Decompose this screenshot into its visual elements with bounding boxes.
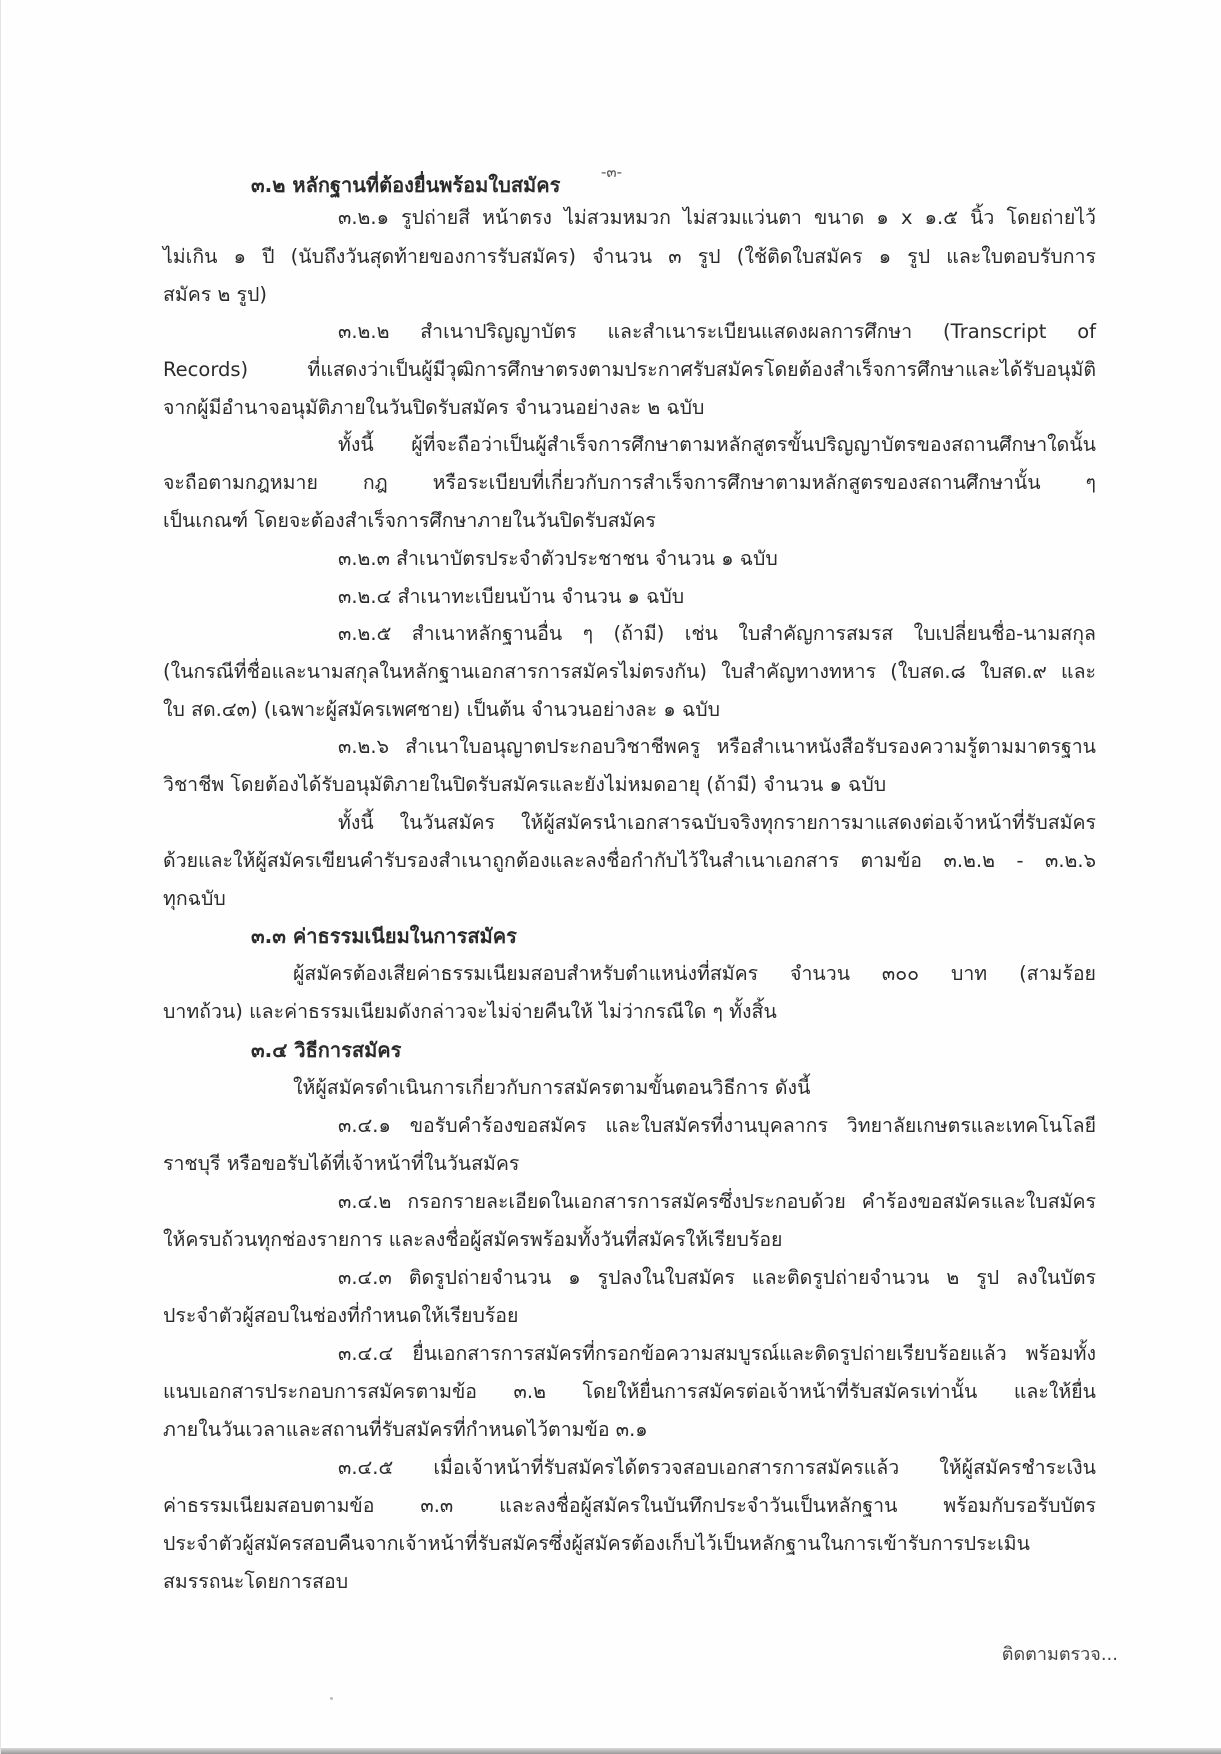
paragraph-line: ๓.๔.๔ ยื่นเอกสารการสมัครที่กรอกข้อความสมบูรณ์และติดรูปถ่ายเรียบร้อยแล้ว พร้อมทั้ง	[338, 1342, 1096, 1365]
paragraph-line: ๓.๒.๔ สำเนาทะเบียนบ้าน จำนวน ๑ ฉบับ	[338, 585, 685, 608]
paragraph-line: จะถือตามกฎหมาย กฎ หรือระเบียบที่เกี่ยวกับการสำเร็จการศึกษาตามหลักสูตรของสถานศึกษานั้น ๆ	[163, 471, 1096, 494]
section-3-3-heading: ๓.๓ ค่าธรรมเนียมในการสมัคร	[251, 924, 517, 948]
section-3-2-heading: ๓.๒ หลักฐานที่ต้องยื่นพร้อมใบสมัคร	[251, 173, 561, 197]
paragraph-line: ๓.๔.๕ เมื่อเจ้าหน้าที่รับสมัครได้ตรวจสอบเอกสารการสมัครแล้ว ให้ผู้สมัครชำระเงิน	[338, 1456, 1096, 1479]
paragraph-line: บาทถ้วน) และค่าธรรมเนียมดังกล่าวจะไม่จ่ายคืนให้ ไม่ว่ากรณีใด ๆ ทั้งสิ้น	[163, 1000, 777, 1023]
paragraph-line: วิชาชีพ โดยต้องได้รับอนุมัติภายในปิดรับสมัครและยังไม่หมดอายุ (ถ้ามี) จำนวน ๑ ฉบับ	[163, 773, 887, 796]
paragraph-line: ใบ สด.๔๓) (เฉพาะผู้สมัครเพศชาย) เป็นต้น จำนวนอย่างละ ๑ ฉบับ	[163, 698, 720, 721]
paragraph-line: ๓.๔.๑ ขอรับคำร้องขอสมัคร และใบสมัครที่งานบุคลากร วิทยาลัยเกษตรและเทคโนโลยี	[338, 1114, 1096, 1137]
paragraph-line: ไม่เกิน ๑ ปี (นับถึงวันสุดท้ายของการรับสมัคร) จำนวน ๓ รูป (ใช้ติดใบสมัคร ๑ รูป และใบตอบรับการ	[163, 245, 1096, 268]
paragraph-line: ๓.๒.๓ สำเนาบัตรประจำตัวประชาชน จำนวน ๑ ฉบับ	[338, 547, 778, 570]
paragraph-line: ๓.๒.๕ สำเนาหลักฐานอื่น ๆ (ถ้ามี) เช่น ใบสำคัญการสมรส ใบเปลี่ยนชื่อ-นามสกุล	[338, 622, 1096, 645]
paragraph-line: ให้ครบถ้วนทุกช่องรายการ และลงชื่อผู้สมัครพร้อมทั้งวันที่สมัครให้เรียบร้อย	[163, 1228, 783, 1251]
paragraph-line: ภายในวันเวลาและสถานที่รับสมัครที่กำหนดไว้ตามข้อ ๓.๑	[163, 1418, 648, 1441]
paragraph-line: ทั้งนี้ ในวันสมัคร ให้ผู้สมัครนำเอกสารฉบับจริงทุกรายการมาแสดงต่อเจ้าหน้าที่รับสมัคร	[338, 811, 1096, 834]
paragraph-line: ๓.๒.๑ รูปถ่ายสี หน้าตรง ไม่สวมหมวก ไม่สวมแว่นตา ขนาด ๑ x ๑.๕ นิ้ว โดยถ่ายไว้	[338, 206, 1096, 229]
paragraph-line: สมัคร ๒ รูป)	[163, 283, 267, 306]
paragraph-line: เป็นเกณฑ์ โดยจะต้องสำเร็จการศึกษาภายในวันปิดรับสมัคร	[163, 509, 656, 532]
paragraph-line: ๓.๔.๓ ติดรูปถ่ายจำนวน ๑ รูปลงในใบสมัคร และติดรูปถ่ายจำนวน ๒ รูป ลงในบัตร	[338, 1266, 1096, 1289]
scan-speck	[330, 1697, 333, 1700]
paragraph-line: ราชบุรี หรือขอรับได้ที่เจ้าหน้าที่ในวันสมัคร	[163, 1152, 520, 1175]
continued-footer: ติดตามตรวจ...	[1001, 1644, 1118, 1665]
paragraph-line: ผู้สมัครต้องเสียค่าธรรมเนียมสอบสำหรับตำแหน่งที่สมัคร จำนวน ๓๐๐ บาท (สามร้อย	[293, 962, 1096, 985]
paragraph-line: จากผู้มีอำนาจอนุมัติภายในวันปิดรับสมัคร จำนวนอย่างละ ๒ ฉบับ	[163, 396, 705, 419]
paragraph-line: Records) ที่แสดงว่าเป็นผู้มีวุฒิการศึกษาตรงตามประกาศรับสมัครโดยต้องสำเร็จการศึกษาและได้รับอนุมัติ	[163, 358, 1096, 381]
paragraph-line: ให้ผู้สมัครดำเนินการเกี่ยวกับการสมัครตามขั้นตอนวิธีการ ดังนี้	[293, 1076, 811, 1099]
paragraph-line: ทุกฉบับ	[163, 887, 226, 910]
paragraph-line: สมรรถนะโดยการสอบ	[163, 1570, 349, 1593]
paragraph-line: แนบเอกสารประกอบการสมัครตามข้อ ๓.๒ โดยให้ยื่นการสมัครต่อเจ้าหน้าที่รับสมัครเท่านั้น และให้ยื่น	[163, 1380, 1096, 1403]
paragraph-line: (ในกรณีที่ชื่อและนามสกุลในหลักฐานเอกสารการสมัครไม่ตรงกัน) ใบสำคัญทางทหาร (ใบสด.๘ ใบสด.๙ และ	[163, 660, 1096, 683]
paragraph-line: ๓.๔.๒ กรอกรายละเอียดในเอกสารการสมัครซึ่งประกอบด้วย คำร้องขอสมัครและใบสมัคร	[338, 1190, 1096, 1213]
paragraph-line: ค่าธรรมเนียมสอบตามข้อ ๓.๓ และลงชื่อผู้สมัครในบันทึกประจำวันเป็นหลักฐาน พร้อมกับรอรับบัตร	[163, 1494, 1096, 1517]
paragraph-line: ประจำตัวผู้สมัครสอบคืนจากเจ้าหน้าที่รับสมัครซึ่งผู้สมัครต้องเก็บไว้เป็นหลักฐานในการเข้ารับการประเมิน	[163, 1532, 1030, 1555]
page-number: -๓-	[600, 163, 623, 181]
paragraph-line: ด้วยและให้ผู้สมัครเขียนคำรับรองสำเนาถูกต้องและลงชื่อกำกับไว้ในสำเนาเอกสาร ตามข้อ ๓.๒.๒ - ๓.๒.๖	[163, 849, 1096, 872]
paragraph-line: ๓.๒.๒ สำเนาปริญญาบัตร และสำเนาระเบียนแสดงผลการศึกษา (Transcript of	[338, 320, 1096, 343]
paragraph-line: ประจำตัวผู้สอบในช่องที่กำหนดให้เรียบร้อย	[163, 1304, 519, 1327]
page-bottom-edge	[1, 1748, 1221, 1754]
paragraph-line: ทั้งนี้ ผู้ที่จะถือว่าเป็นผู้สำเร็จการศึกษาตามหลักสูตรขั้นปริญญาบัตรของสถานศึกษาใดนั้น	[338, 433, 1096, 456]
section-3-4-heading: ๓.๔ วิธีการสมัคร	[251, 1038, 402, 1062]
paragraph-line: ๓.๒.๖ สำเนาใบอนุญาตประกอบวิชาชีพครู หรือสำเนาหนังสือรับรองความรู้ตามมาตรฐาน	[338, 735, 1096, 758]
